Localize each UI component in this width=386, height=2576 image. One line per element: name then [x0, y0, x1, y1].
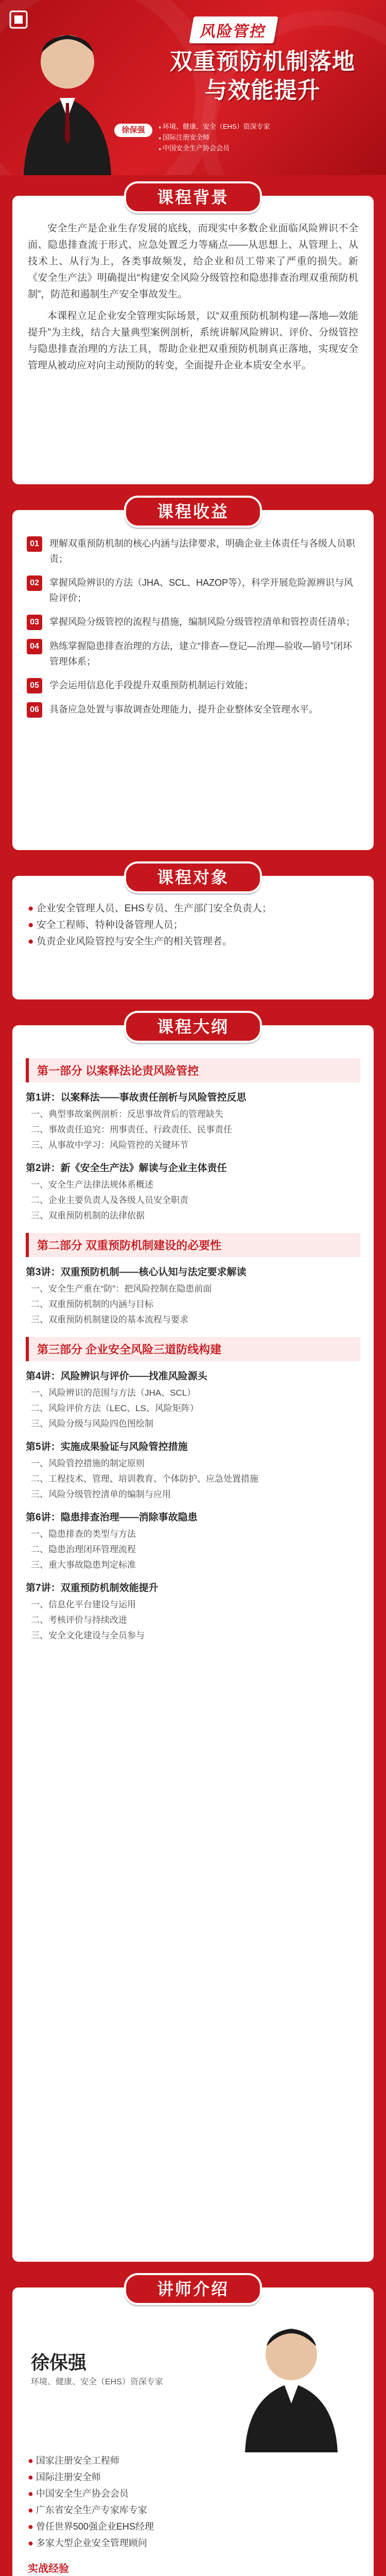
bio-line: ● 国际注册安全师 [159, 132, 364, 143]
hero-tag: 风险管控 [189, 16, 278, 43]
lecturer-title: 环境、健康、安全（EHS）资深专家 [31, 2378, 163, 2386]
experience-heading: 实战经验 [28, 2563, 69, 2574]
lecturer-section [12, 2280, 374, 2576]
credential-line: ● 国家注册安全工程师 [28, 2452, 358, 2469]
credential-line: ● 广东省安全生产专家库专家 [28, 2502, 358, 2518]
outline-line: 一、风险管控措施的制定原则 [31, 1459, 145, 1468]
outline-line: 一、安全生产重在“防”：把风险控制在隐患前面 [31, 1284, 212, 1294]
outline-line: 三、双重预防机制的法律依据 [31, 1211, 145, 1221]
hero-title: 双重预防机制落地 与效能提升 [170, 49, 355, 103]
gain-item: 03 掌握风险分级管控的流程与措施，编制风险分级管控清单和管控责任清单； [27, 614, 359, 630]
outline-line: 三、风险分级管控清单的编制与应用 [31, 1489, 171, 1499]
target-line: ● 企业安全管理人员、EHS专员、生产部门安全负责人； [28, 901, 358, 917]
lecturer-name: 徐保强 [31, 2352, 87, 2373]
outline-line: 二、双重预防机制的内涵与目标 [31, 1299, 153, 1309]
course-outline-section [12, 1018, 374, 2262]
outline-line: 一、风险辨识的范围与方法（JHA、SCL） [31, 1388, 196, 1398]
outline-line: 二、企业主要负责人及各级人员安全职责 [31, 1195, 188, 1205]
outline-line: 一、隐患排查的类型与方法 [31, 1529, 136, 1539]
outline-line: 三、双重预防机制建设的基本流程与要求 [31, 1315, 188, 1325]
outline-line: 二、工程技术、管理、培训教育、个体防护、应急处置措施 [31, 1474, 258, 1484]
outline-line: 二、风险评价方法（LEC、LS、风险矩阵） [31, 1403, 199, 1413]
outline-line: 二、事故责任追究：刑事责任、行政责任、民事责任 [31, 1125, 232, 1134]
course-background-section [12, 188, 374, 484]
lecture-title: 第4讲：风险辨识与评价——找准风险源头 [26, 1371, 207, 1382]
gain-item: 04 熟练掌握隐患排查治理的方法，建立“排查—登记—治理—验收—销号”闭环管理体系； [27, 638, 359, 669]
outline-line: 一、安全生产法律法规体系概述 [31, 1180, 153, 1190]
section-badge: 讲师介绍 [124, 2273, 262, 2305]
hero-banner [0, 0, 386, 175]
credential-line: ● 曾任世界500强企业EHS经理 [28, 2518, 358, 2535]
gain-item: 02 掌握风险辨识的方法（JHA、SCL、HAZOP等），科学开展危险源辨识与风险评价； [27, 575, 359, 606]
outline-line: 三、安全文化建设与全员参与 [31, 1631, 145, 1640]
background-paragraph: 本课程立足企业安全管理实际场景，以“双重预防机制构建—落地—效能提升”为主线，结合大量典型案例剖析，系统讲解风险辨识、评价、分级管控与隐患排查治理的方法工具，帮助企业把双重预防机制真正落地，实现安全管理从被动应对向主动预防的转变，全面提升企业本质安全水平。 [28, 311, 358, 371]
outline-line: 二、考核评价与持续改进 [31, 1615, 127, 1625]
section-badge: 课程大纲 [124, 1011, 262, 1043]
outline-part-title: 第一部分 以案释法论责风险管控 [26, 1058, 360, 1082]
lecture-title: 第6讲：隐患排查治理——消除事故隐患 [26, 1512, 198, 1523]
speaker-portrait [19, 21, 116, 175]
gain-item: 01 理解双重预防机制的核心内涵与法律要求，明确企业主体责任与各级人员职责； [27, 536, 359, 567]
gain-item: 06 具备应急处置与事故调查处理能力，提升企业整体安全管理水平。 [27, 702, 359, 718]
target-line: ● 安全工程师、特种设备管理人员； [28, 917, 358, 934]
credential-line: ● 国际注册安全师 [28, 2469, 358, 2485]
credential-line: ● 中国安全生产协会会员 [28, 2485, 358, 2502]
outline-part-title: 第二部分 双重预防机制建设的必要性 [26, 1233, 360, 1257]
outline-line: 一、信息化平台建设与运用 [31, 1600, 136, 1609]
target-line: ● 负责企业风险管控与安全生产的相关管理者。 [28, 934, 358, 950]
background-paragraph: 安全生产是企业生存发展的底线，而现实中多数企业面临风险辨识不全面、隐患排查流于形式、应急处置乏力等痛点——从思想上、从管理上、从技术上、从行为上，各类事故频发，给企业和员工带来了严重的损失。新《安全生产法》明确提出“构建安全风险分级管控和隐患排查治理双重预防机制”，防范和遏制生产安全事故发生。 [28, 223, 358, 300]
outline-part-title: 第三部分 企业安全风险三道防线构建 [26, 1337, 360, 1361]
lecture-title: 第1讲：以案释法——事故责任剖析与风险管控反思 [26, 1092, 247, 1103]
lecture-title: 第5讲：实施成果验证与风险管控措施 [26, 1442, 188, 1452]
course-gains-section [12, 502, 374, 850]
outline-line: 一、典型事故案例剖析：反思事故背后的管理缺失 [31, 1109, 223, 1119]
bio-line: ● 中国安全生产协会会员 [159, 143, 364, 154]
lecture-title: 第7讲：双重预防机制效能提升 [26, 1583, 159, 1594]
outline-line: 二、隐患治理闭环管理流程 [31, 1545, 136, 1554]
credential-line: ● 多家大型企业安全管理顾问 [28, 2535, 358, 2551]
lecture-title: 第3讲：双重预防机制——核心认知与法定要求解读 [26, 1267, 247, 1278]
gain-item: 05 学会运用信息化手段提升双重预防机制运行效能； [27, 677, 359, 693]
outline-line: 三、风险分级与风险四色图绘制 [31, 1419, 153, 1429]
course-target-section [12, 868, 374, 999]
hero-bio [159, 122, 364, 154]
outline-line: 三、重大事故隐患判定标准 [31, 1560, 136, 1570]
section-badge: 课程背景 [124, 181, 262, 213]
lecture-title: 第2讲：新《安全生产法》解读与企业主体责任 [26, 1163, 227, 1174]
section-badge: 课程对象 [124, 861, 262, 893]
speaker-label: 徐保强 [114, 124, 152, 137]
outline-line: 三、从事故中学习：风险管控的关键环节 [31, 1140, 188, 1150]
section-badge: 课程收益 [124, 496, 262, 528]
lecturer-photo [224, 2313, 358, 2452]
bio-line: ● 环境、健康、安全（EHS）资深专家 [159, 122, 364, 132]
